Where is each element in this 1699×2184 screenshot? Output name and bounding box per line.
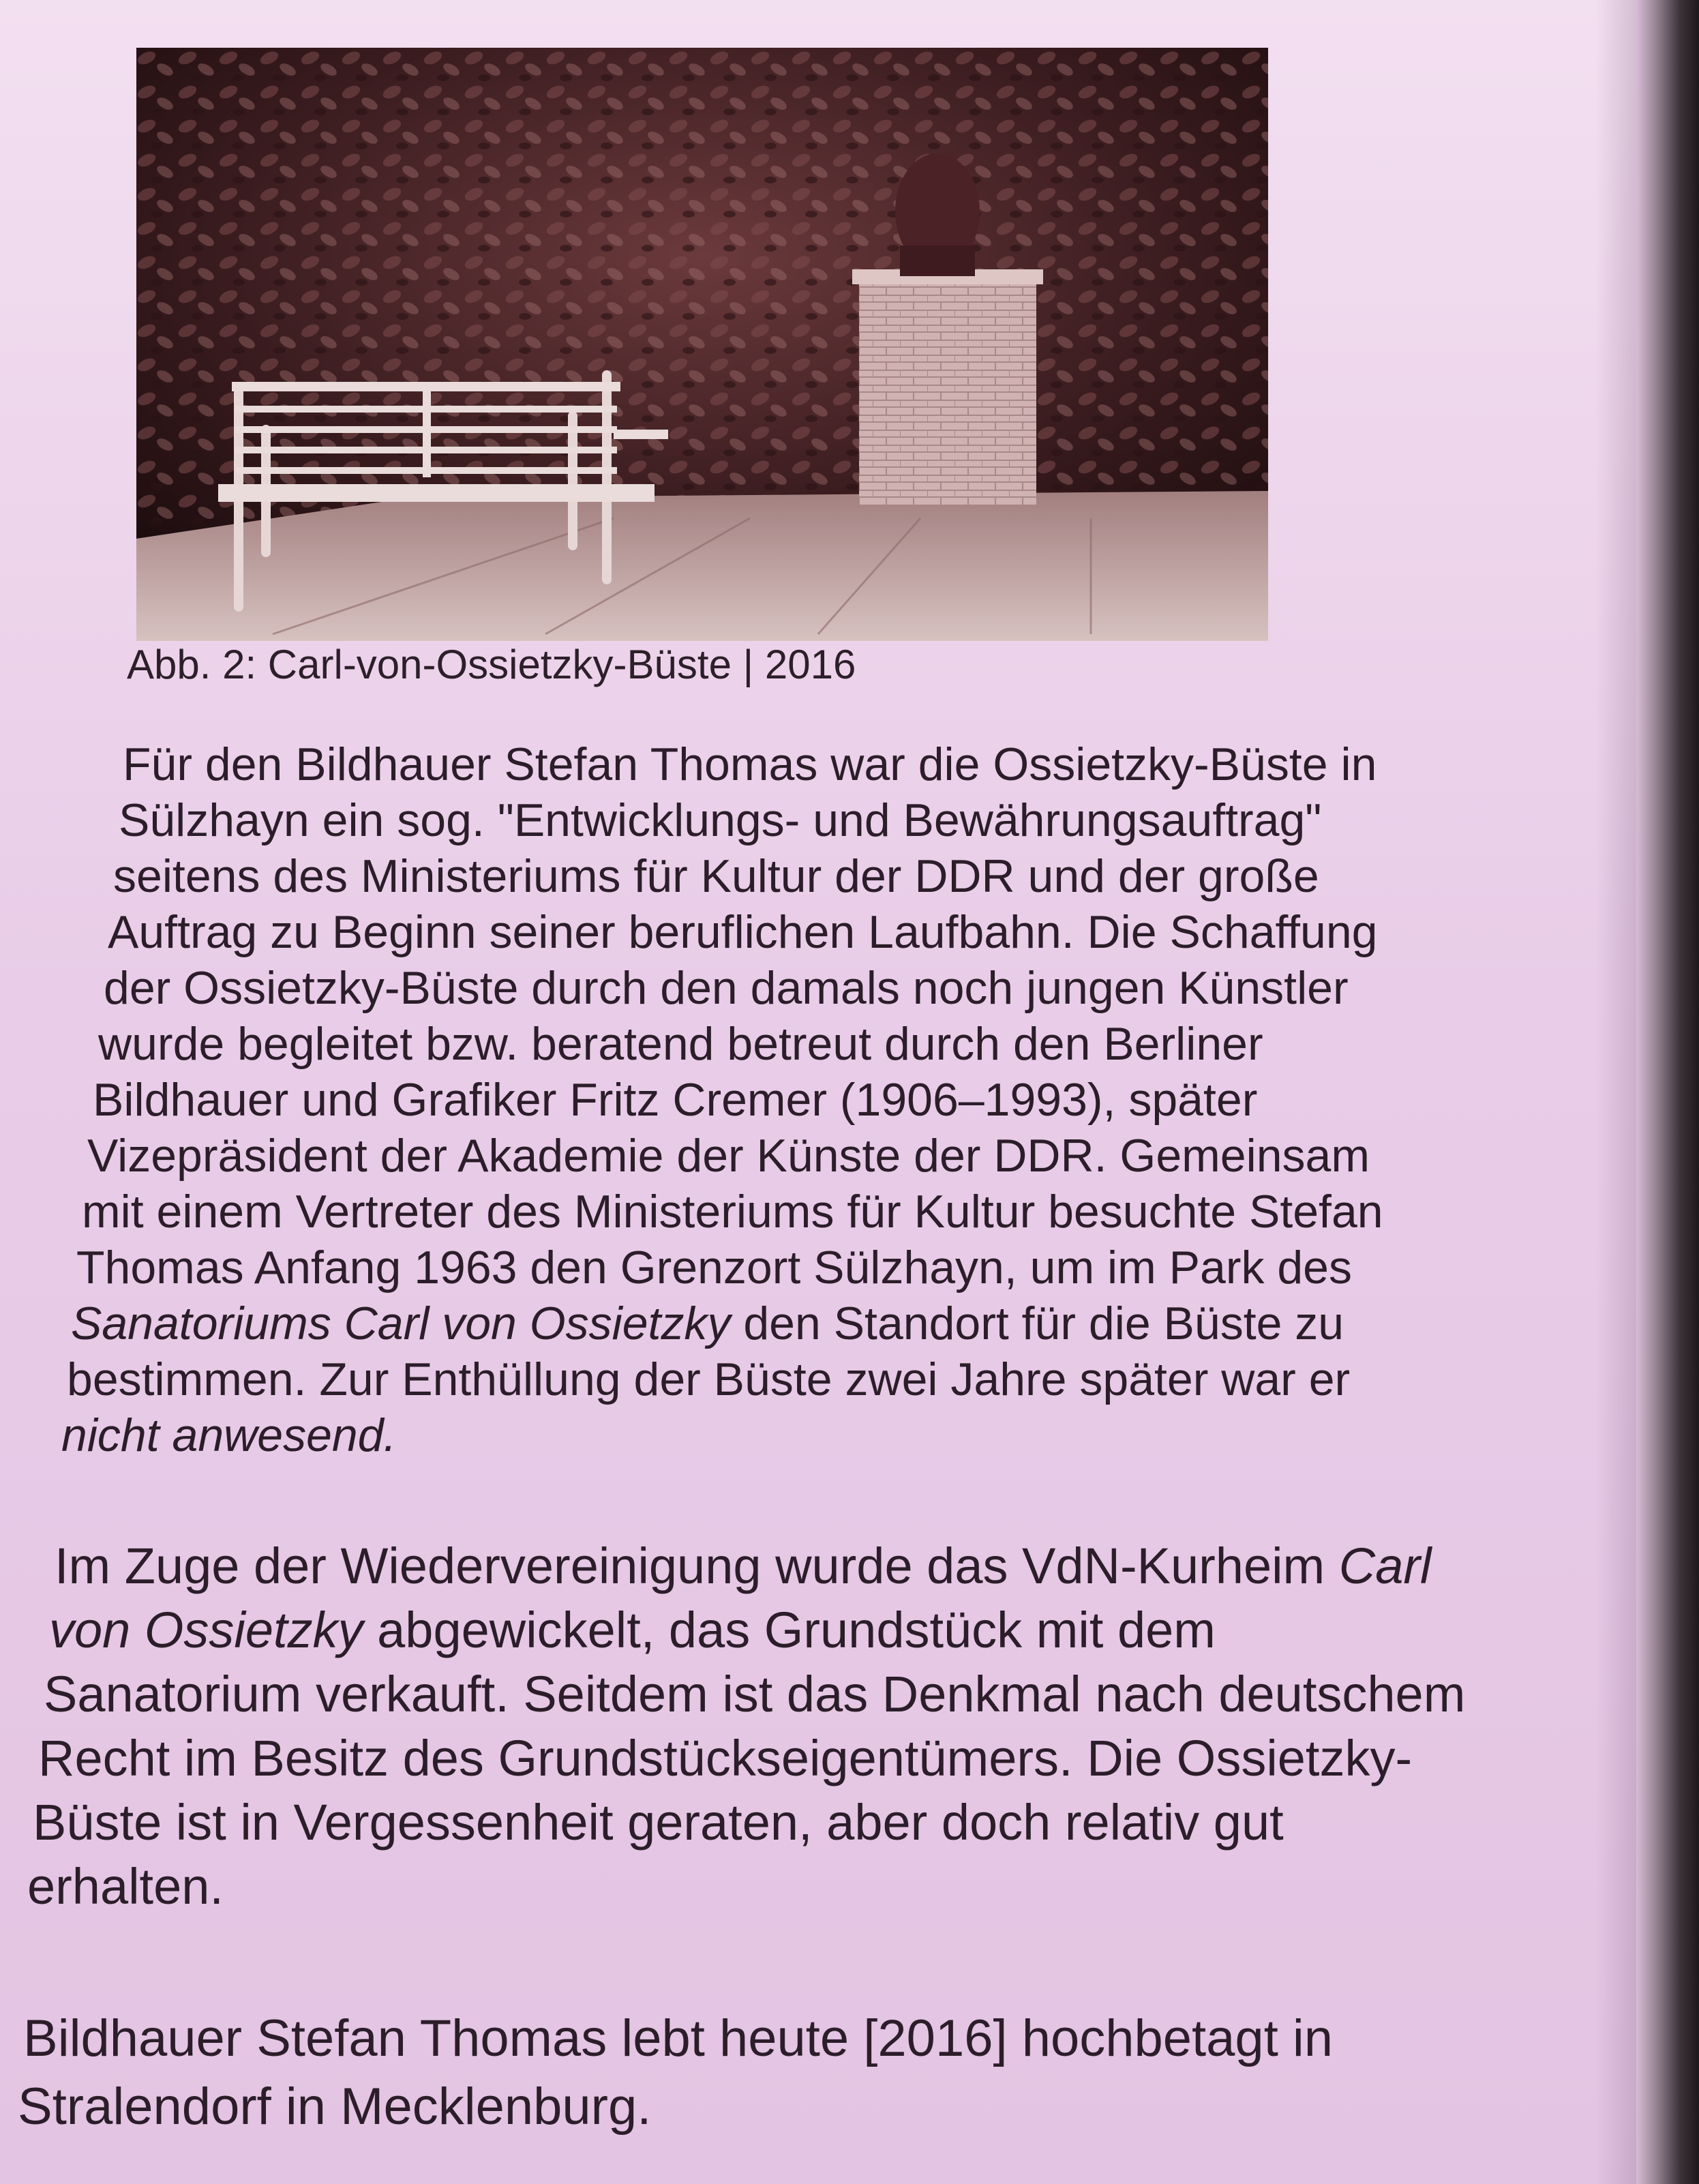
paragraph-1-line: Thomas Anfang 1963 den Grenzort Sülzhayn, um im Park des — [76, 1242, 1352, 1293]
paragraph-1-line: wurde begleitet bzw. beratend betreut durch den Berliner — [98, 1018, 1263, 1070]
italic-text: nicht anwesend. — [61, 1409, 397, 1461]
paragraph-2-line: Sanatorium verkauft. Seitdem ist das Denkmal nach deutschem — [44, 1666, 1466, 1722]
italic-text: Carl von Ossietzky — [344, 1298, 731, 1349]
paragraph-1-line: seitens des Ministeriums für Kultur der DDR und der große — [113, 850, 1319, 902]
paragraph-2-line: Büste ist in Vergessenheit geraten, aber doch relativ gut — [33, 1794, 1284, 1851]
italic-text: Carl — [1338, 1538, 1432, 1594]
bust-photo-illustration — [136, 48, 1268, 641]
text: den Standort für die Büste zu — [730, 1298, 1344, 1349]
page-edge-shadow — [1595, 0, 1636, 2184]
page-edge — [1636, 0, 1699, 2184]
paragraph-3-line: Stralendorf in Mecklenburg. — [18, 2078, 652, 2136]
paragraph-1-line: Bildhauer und Grafiker Fritz Cremer (1906–1993), später — [93, 1074, 1258, 1126]
paragraph-1-line: bestimmen. Zur Enthüllung der Büste zwei Jahre später war er — [67, 1353, 1351, 1405]
paragraph-2-line: erhalten. — [27, 1858, 224, 1915]
paragraph-2-line: Recht im Besitz des Grundstückseigentümers. Die Ossietzky- — [38, 1730, 1413, 1786]
paragraph-2-line — [49, 1598, 1465, 1662]
paragraph-1-line: der Ossietzky-Büste durch den damals noch jungen Künstler — [104, 962, 1349, 1014]
photo-caption: Abb. 2: Carl-von-Ossietzky-Büste | 2016 — [127, 642, 856, 687]
paragraph-1 — [61, 736, 1383, 1463]
bust-photo — [136, 48, 1268, 641]
text: abgewickelt, das Grundstück mit dem — [363, 1602, 1216, 1658]
paragraph-1-line: Auftrag zu Beginn seiner beruflichen Laufbahn. Die Schaffung — [108, 906, 1378, 958]
paragraph-1-line — [71, 1296, 1383, 1351]
paragraph-2-line — [55, 1534, 1465, 1598]
italic-text: Sanatoriums — [71, 1298, 344, 1349]
paragraph-1-line: Für den Bildhauer Stefan Thomas war die Ossietzky-Büste in — [123, 738, 1377, 790]
paragraph-1-line: mit einem Vertreter des Ministeriums für Kultur besuchte Stefan — [82, 1186, 1383, 1238]
text: Im Zuge der Wiedervereinigung wurde das VdN-Kurheim — [55, 1538, 1339, 1594]
paragraph-3 — [18, 2005, 1333, 2141]
paragraph-1-line — [61, 1407, 1383, 1463]
paragraph-1-line: Vizepräsident der Akademie der Künste der DDR. Gemeinsam — [87, 1130, 1370, 1182]
italic-text: von Ossietzky — [49, 1602, 363, 1658]
paragraph-2 — [25, 1534, 1465, 1919]
paragraph-1-line: Sülzhayn ein sog. "Entwicklungs- und Bewährungsauftrag" — [119, 794, 1322, 846]
paragraph-3-line: Bildhauer Stefan Thomas lebt heute [2016] hochbetagt in — [23, 2009, 1334, 2067]
